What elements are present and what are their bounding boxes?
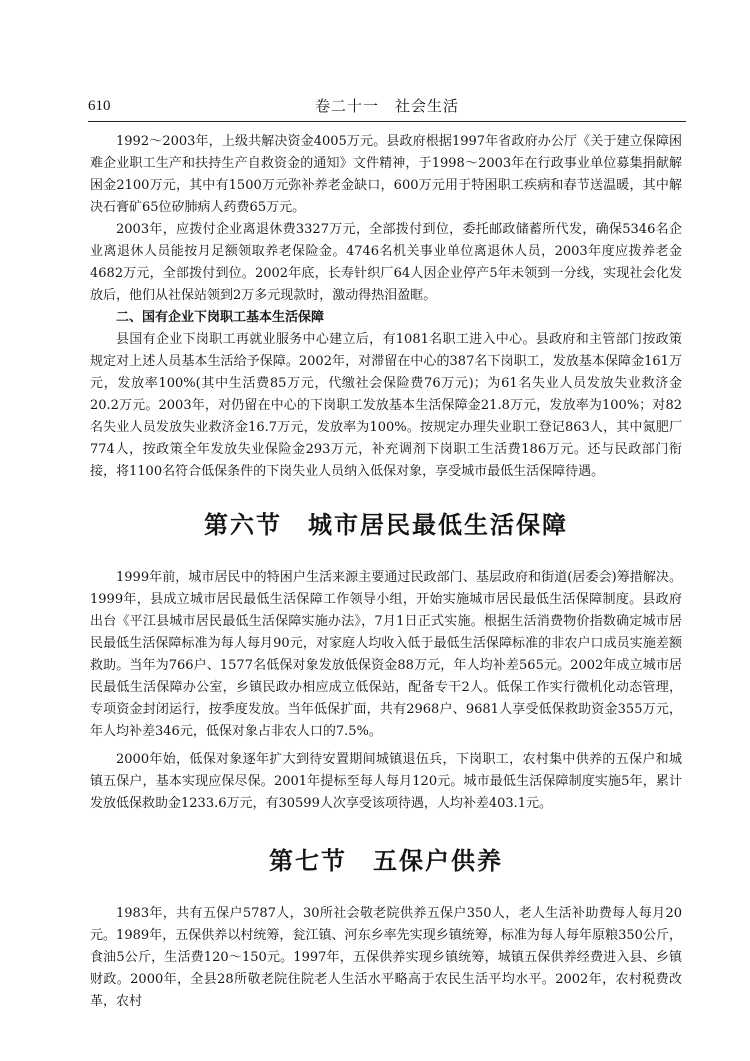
page-body (90, 131, 682, 1013)
paragraph: 县国有企业下岗职工再就业服务中心建立后，有1081名职工进入中心。县政府和主管部门按政策规定对上述人员基本生活给予保障。2002年，对滞留在中心的387名下岗职工，发放基本保障金161万元，发放率100%(其中生活费85万元，代缴社会保险费76万元)；为61名失业人员发放失业救济金20.2万元。2003年，对仍留在中心的下岗职工发放基本生活保障金21.8万元，发放率为100%；对82名失业人员发放失业救济金16.7万元，发放率为100%。按规定办理失业职工登记863人，其中氮肥厂774人，按政策全年发放失业保险金293万元，补充调剂下岗职工生活费186万元。还与民政部门衔接，将1100名符合低保条件的下岗失业人员纳入低保对象，享受城市最低生活保障待遇。 (90, 332, 682, 479)
paragraph: 1999年前，城市居民中的特困户生活来源主要通过民政部门、基层政府和街道(居委会)筹措解决。1999年，县成立城市居民最低生活保障工作领导小组，开始实施城市居民最低生活保障制度。县政府出台《平江县城市居民最低生活保障实施办法》，7月1日正式实施。根据生活消费物价指数确定城市居民最低生活保障标准为每人每月90元，对家庭人均收入低于最低生活保障标准的非农户口成员实施差额救助。当年为766户、1577名低保对象发放低保资金88万元，年人均补差565元。2002年成立城市居民最低生活保障办公室，乡镇民政办相应成立低保站，配备专干2人。低保工作实行微机化动态管理，专项资金封闭运行，按季度发放。当年低保扩面，共有2968户、9681人享受低保救助资金355万元，年人均补差346元，低保对象占非农人口的7.5%。 (90, 570, 682, 739)
paragraph: 2003年，应拨付企业离退休费3327万元，全部拨付到位，委托邮政储蓄所代发，确保5346名企业离退休人员能按月足额领取养老保险金。4746名机关事业单位离退休人员，2003年度应拨养老金4682万元，全部拨付到位。2002年底，长寿针织厂64人因企业停产5年未领到一分线，实现社会化发放后，他们从社保站领到2万多元现款时，激动得热泪盈眶。 (90, 222, 682, 303)
paragraph: 1992～2003年，上级共解决资金4005万元。县政府根据1997年省政府办公厅《关于建立保障困难企业职工生产和扶持生产自救资金的通知》文件精神，于1998～2003年在行政事业单位募集捐献解困金2100万元，其中有1500万元弥补养老金缺口，600万元用于特困职工疾病和春节送温暖，其中解决石膏矿65位矽肺病人药费65万元。 (90, 134, 682, 215)
paragraph: 2000年始，低保对象逐年扩大到待安置期间城镇退伍兵，下岗职工，农村集中供养的五保户和城镇五保户，基本实现应保尽保。2001年提标至每人每月120元。城市最低生活保障制度实施5年，累计发放低保救助金1233.6万元，有30599人次享受该项待遇，人均补差403.1元。 (90, 752, 682, 811)
running-title: 卷二十一 社会生活 (314, 97, 459, 115)
paragraph: 1983年，共有五保户5787人，30所社会敬老院供养五保户350人，老人生活补助费每人每月20元。1989年，五保供养以村统筹，瓮江镇、河东乡率先实现乡镇统筹，标准为每人每年原粮350公斤，食油5公斤，生活费120～150元。1997年，五保供养实现乡镇统筹，城镇五保供养经费进入县、乡镇财政。2000年，全县28所敬老院住院老人生活水平略高于农民生活平均水平。2002年，农村税费改革，农村 (90, 906, 682, 1009)
section-title: 第七节 五保户供养 (269, 847, 503, 875)
section-title: 第六节 城市居民最低生活保障 (204, 511, 568, 539)
page-number: 610 (88, 98, 111, 114)
header-rule (88, 121, 686, 122)
page-header (88, 96, 686, 120)
subsection-heading: 二、国有企业下岗职工基本生活保障 (116, 310, 325, 325)
